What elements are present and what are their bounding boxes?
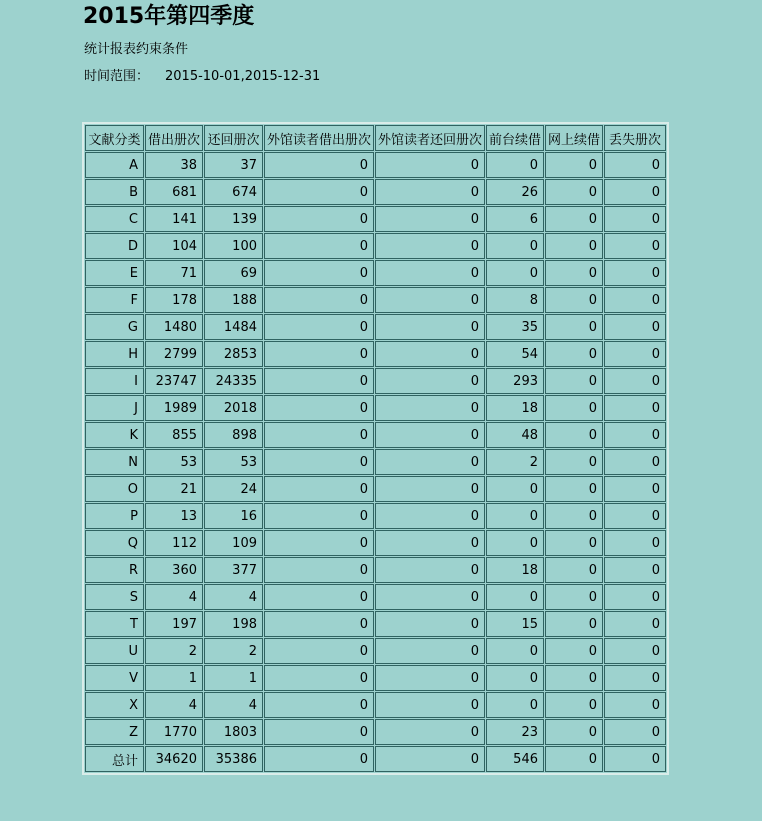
cell: 0 <box>264 665 374 691</box>
stats-table <box>82 122 669 775</box>
cell: 0 <box>264 287 374 313</box>
cell: 100 <box>204 233 263 259</box>
cell: 0 <box>604 665 666 691</box>
cell: 293 <box>486 368 544 394</box>
cell: 4 <box>204 692 263 718</box>
cell: 0 <box>264 584 374 610</box>
cell: 0 <box>545 611 603 637</box>
cell: 0 <box>264 395 374 421</box>
table-body <box>85 152 666 772</box>
row-category: Z <box>85 719 144 745</box>
table-row <box>85 584 666 610</box>
cell: 0 <box>264 557 374 583</box>
cell: 0 <box>604 476 666 502</box>
table-row <box>85 395 666 421</box>
cell: 0 <box>375 341 485 367</box>
cell: 1770 <box>145 719 203 745</box>
cell: 0 <box>545 152 603 178</box>
cell: 0 <box>604 449 666 475</box>
cell: 0 <box>264 611 374 637</box>
header-row <box>85 125 666 151</box>
cell: 0 <box>604 368 666 394</box>
cell: 4 <box>145 692 203 718</box>
column-header-6: 网上续借 <box>545 125 603 151</box>
cell: 0 <box>486 665 544 691</box>
cell: 0 <box>264 476 374 502</box>
cell: 0 <box>375 260 485 286</box>
table-row <box>85 611 666 637</box>
cell: 0 <box>375 395 485 421</box>
cell: 0 <box>375 233 485 259</box>
cell: 0 <box>604 314 666 340</box>
cell: 0 <box>486 638 544 664</box>
row-category: E <box>85 260 144 286</box>
cell: 0 <box>604 341 666 367</box>
cell: 1484 <box>204 314 263 340</box>
cell: 0 <box>486 692 544 718</box>
cell: 53 <box>145 449 203 475</box>
cell: 69 <box>204 260 263 286</box>
cell: 546 <box>486 746 544 772</box>
cell: 0 <box>375 692 485 718</box>
cell: 0 <box>545 665 603 691</box>
cell: 0 <box>604 260 666 286</box>
cell: 898 <box>204 422 263 448</box>
row-category: N <box>85 449 144 475</box>
table-row <box>85 530 666 556</box>
cell: 0 <box>604 422 666 448</box>
cell: 0 <box>545 395 603 421</box>
cell: 0 <box>264 530 374 556</box>
cell: 0 <box>604 530 666 556</box>
cell: 0 <box>375 206 485 232</box>
cell: 681 <box>145 179 203 205</box>
cell: 2 <box>204 638 263 664</box>
table-row <box>85 314 666 340</box>
cell: 0 <box>604 611 666 637</box>
cell: 0 <box>375 287 485 313</box>
cell: 141 <box>145 206 203 232</box>
cell: 0 <box>264 179 374 205</box>
cell: 18 <box>486 395 544 421</box>
cell: 198 <box>204 611 263 637</box>
row-category: P <box>85 503 144 529</box>
cell: 53 <box>204 449 263 475</box>
cell: 0 <box>545 260 603 286</box>
row-category: H <box>85 341 144 367</box>
cell: 139 <box>204 206 263 232</box>
cell: 37 <box>204 152 263 178</box>
cell: 1 <box>145 665 203 691</box>
cell: 0 <box>375 584 485 610</box>
cell: 0 <box>264 233 374 259</box>
cell: 0 <box>486 476 544 502</box>
cell: 6 <box>486 206 544 232</box>
row-category: C <box>85 206 144 232</box>
cell: 2 <box>486 449 544 475</box>
cell: 0 <box>545 503 603 529</box>
cell: 197 <box>145 611 203 637</box>
cell: 0 <box>375 503 485 529</box>
cell: 0 <box>604 152 666 178</box>
column-header-0: 文献分类 <box>85 125 144 151</box>
cell: 0 <box>264 422 374 448</box>
cell: 1803 <box>204 719 263 745</box>
cell: 2853 <box>204 341 263 367</box>
cell: 0 <box>604 746 666 772</box>
cell: 0 <box>375 476 485 502</box>
cell: 0 <box>375 557 485 583</box>
cell: 0 <box>264 260 374 286</box>
cell: 48 <box>486 422 544 448</box>
table-row <box>85 287 666 313</box>
cell: 855 <box>145 422 203 448</box>
cell: 0 <box>604 557 666 583</box>
row-category: Q <box>85 530 144 556</box>
table-row <box>85 260 666 286</box>
row-category: A <box>85 152 144 178</box>
row-category: G <box>85 314 144 340</box>
cell: 0 <box>486 503 544 529</box>
cell: 0 <box>264 206 374 232</box>
table-row <box>85 503 666 529</box>
row-category: S <box>85 584 144 610</box>
cell: 38 <box>145 152 203 178</box>
cell: 1989 <box>145 395 203 421</box>
table-row <box>85 152 666 178</box>
cell: 2 <box>145 638 203 664</box>
cell: 15 <box>486 611 544 637</box>
cell: 0 <box>604 395 666 421</box>
cell: 21 <box>145 476 203 502</box>
cell: 0 <box>375 422 485 448</box>
cell: 1480 <box>145 314 203 340</box>
row-category: U <box>85 638 144 664</box>
column-header-4: 外馆读者还回册次 <box>375 125 485 151</box>
table-row <box>85 368 666 394</box>
row-category: O <box>85 476 144 502</box>
cell: 34620 <box>145 746 203 772</box>
row-category: J <box>85 395 144 421</box>
column-header-5: 前台续借 <box>486 125 544 151</box>
cell: 0 <box>545 341 603 367</box>
cell: 13 <box>145 503 203 529</box>
cell: 0 <box>545 179 603 205</box>
cell: 0 <box>375 638 485 664</box>
cell: 0 <box>545 422 603 448</box>
row-category: R <box>85 557 144 583</box>
cell: 0 <box>375 719 485 745</box>
cell: 0 <box>264 341 374 367</box>
cell: 377 <box>204 557 263 583</box>
cell: 0 <box>264 719 374 745</box>
row-category: T <box>85 611 144 637</box>
cell: 178 <box>145 287 203 313</box>
cell: 1 <box>204 665 263 691</box>
table-row <box>85 476 666 502</box>
cell: 104 <box>145 233 203 259</box>
cell: 360 <box>145 557 203 583</box>
constraint-conditions-label: 统计报表约束条件 <box>84 42 189 57</box>
time-range-label: 时间范围： <box>84 69 150 84</box>
cell: 0 <box>604 503 666 529</box>
cell: 0 <box>545 449 603 475</box>
cell: 0 <box>486 530 544 556</box>
cell: 0 <box>375 314 485 340</box>
cell: 16 <box>204 503 263 529</box>
row-category: 总计 <box>85 746 144 772</box>
cell: 18 <box>486 557 544 583</box>
cell: 0 <box>264 314 374 340</box>
cell: 0 <box>545 584 603 610</box>
cell: 0 <box>375 665 485 691</box>
cell: 0 <box>375 152 485 178</box>
row-category: B <box>85 179 144 205</box>
column-header-1: 借出册次 <box>145 125 203 151</box>
table-row <box>85 422 666 448</box>
cell: 0 <box>604 584 666 610</box>
cell: 0 <box>486 260 544 286</box>
cell: 0 <box>264 746 374 772</box>
cell: 0 <box>375 530 485 556</box>
table-row <box>85 206 666 232</box>
cell: 0 <box>264 152 374 178</box>
cell: 674 <box>204 179 263 205</box>
cell: 0 <box>264 368 374 394</box>
column-header-7: 丢失册次 <box>604 125 666 151</box>
cell: 0 <box>545 638 603 664</box>
cell: 0 <box>545 206 603 232</box>
page-title: 2015年第四季度 <box>83 4 255 29</box>
table-row <box>85 638 666 664</box>
column-header-3: 外馆读者借出册次 <box>264 125 374 151</box>
cell: 0 <box>545 314 603 340</box>
cell: 2799 <box>145 341 203 367</box>
cell: 0 <box>375 611 485 637</box>
column-header-2: 还回册次 <box>204 125 263 151</box>
table-row <box>85 233 666 259</box>
row-category: F <box>85 287 144 313</box>
cell: 4 <box>145 584 203 610</box>
cell: 0 <box>375 368 485 394</box>
row-category: K <box>85 422 144 448</box>
cell: 0 <box>604 179 666 205</box>
cell: 0 <box>264 503 374 529</box>
cell: 0 <box>545 530 603 556</box>
row-category: X <box>85 692 144 718</box>
cell: 54 <box>486 341 544 367</box>
cell: 0 <box>264 692 374 718</box>
cell: 0 <box>545 476 603 502</box>
row-category: V <box>85 665 144 691</box>
cell: 0 <box>545 368 603 394</box>
row-category: D <box>85 233 144 259</box>
cell: 24335 <box>204 368 263 394</box>
total-row <box>85 746 666 772</box>
cell: 0 <box>604 638 666 664</box>
cell: 71 <box>145 260 203 286</box>
table-row <box>85 692 666 718</box>
cell: 2018 <box>204 395 263 421</box>
cell: 0 <box>604 719 666 745</box>
cell: 0 <box>264 449 374 475</box>
cell: 0 <box>604 692 666 718</box>
cell: 0 <box>604 233 666 259</box>
cell: 188 <box>204 287 263 313</box>
cell: 24 <box>204 476 263 502</box>
cell: 112 <box>145 530 203 556</box>
cell: 23 <box>486 719 544 745</box>
cell: 109 <box>204 530 263 556</box>
cell: 0 <box>545 746 603 772</box>
cell: 0 <box>604 287 666 313</box>
cell: 0 <box>375 746 485 772</box>
cell: 0 <box>545 233 603 259</box>
cell: 0 <box>486 233 544 259</box>
table-row <box>85 557 666 583</box>
row-category: I <box>85 368 144 394</box>
cell: 35 <box>486 314 544 340</box>
cell: 35386 <box>204 746 263 772</box>
table-row <box>85 719 666 745</box>
cell: 4 <box>204 584 263 610</box>
table-row <box>85 179 666 205</box>
cell: 0 <box>545 692 603 718</box>
cell: 0 <box>545 557 603 583</box>
cell: 8 <box>486 287 544 313</box>
table-row <box>85 449 666 475</box>
cell: 0 <box>486 584 544 610</box>
cell: 23747 <box>145 368 203 394</box>
time-range-line <box>0 57 762 84</box>
table-header <box>85 125 666 151</box>
cell: 0 <box>604 206 666 232</box>
time-range-value: 2015-10-01,2015-12-31 <box>165 69 321 84</box>
cell: 0 <box>545 287 603 313</box>
cell: 0 <box>375 449 485 475</box>
cell: 26 <box>486 179 544 205</box>
table-row <box>85 341 666 367</box>
cell: 0 <box>486 152 544 178</box>
table-row <box>85 665 666 691</box>
cell: 0 <box>545 719 603 745</box>
cell: 0 <box>264 638 374 664</box>
cell: 0 <box>375 179 485 205</box>
